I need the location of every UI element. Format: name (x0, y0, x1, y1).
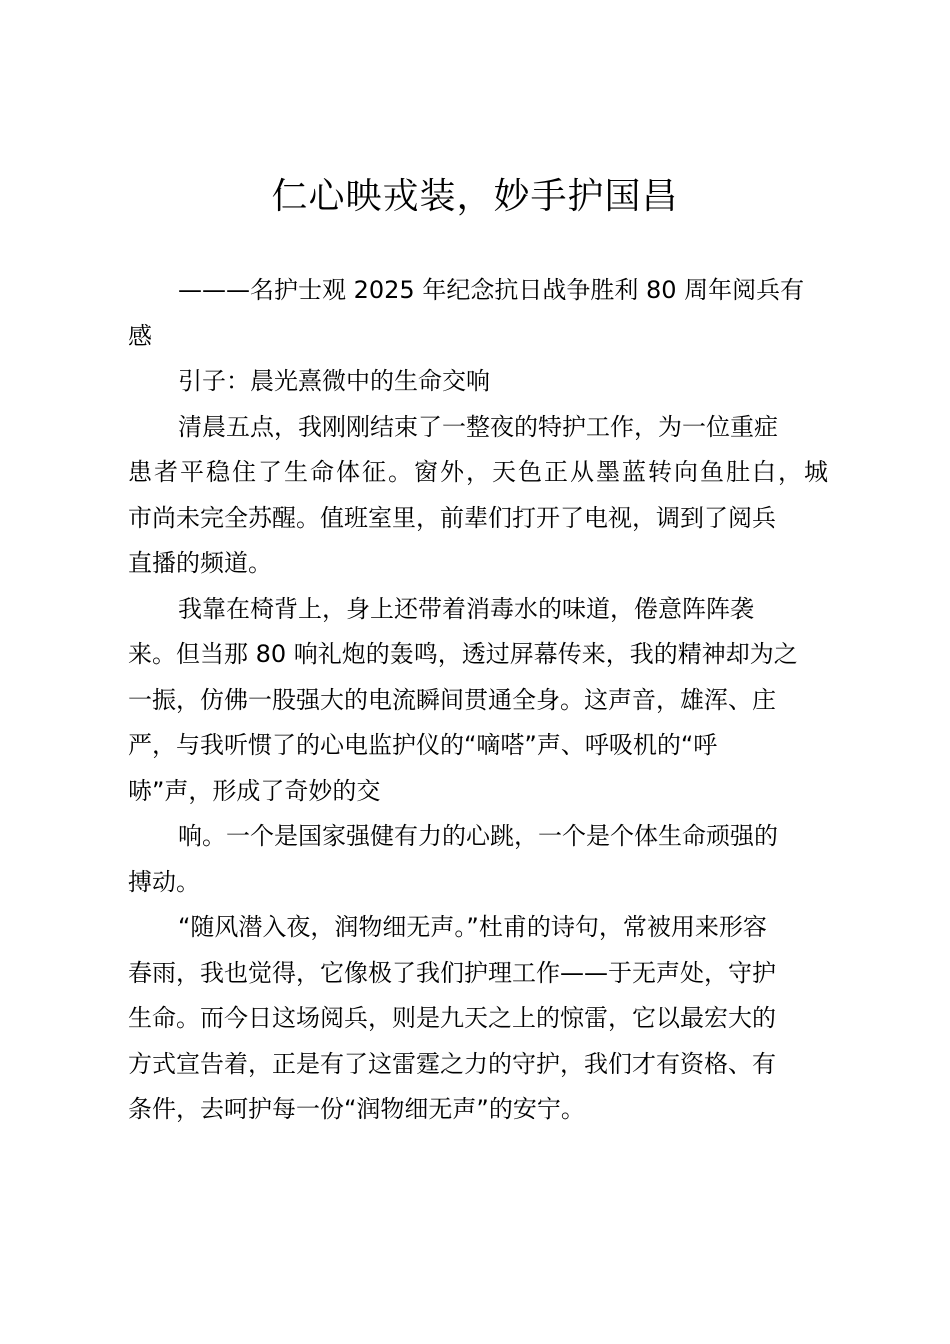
paragraph-line: 一振，仿佛一股强大的电流瞬间贯通全身。这声音，雄浑、庄 (128, 685, 776, 714)
subtitle-line: ———名护士观 2025 年纪念抗日战争胜利 80 周年阅兵有 (178, 276, 805, 304)
paragraph-line: 搏动。 (128, 867, 200, 896)
document-body (128, 268, 833, 1133)
paragraph-line: 清晨五点，我刚刚结束了一整夜的特护工作，为一位重症 (178, 412, 778, 441)
paragraph-line: 哧”声，形成了奇妙的交 (128, 776, 381, 805)
paragraph-line: 我靠在椅背上，身上还带着消毒水的味道，倦意阵阵袭 (178, 594, 754, 623)
paragraph-line: 来。但当那 80 响礼炮的轰鸣，透过屏幕传来，我的精神却为之 (128, 640, 798, 668)
document-title: 仁心映戎装，妙手护国昌 (271, 176, 679, 217)
paragraph-line: 严，与我听惯了的心电监护仪的“嘀嗒”声、呼吸机的“呼 (128, 731, 718, 759)
paragraph-line: 市尚未完全苏醒。值班室里，前辈们打开了电视，调到了阅兵 (128, 503, 776, 532)
paragraph-line: 患者平稳住了生命体征。窗外，天色正从墨蓝转向鱼肚白，城 (128, 458, 830, 486)
paragraph-line: 直播的频道。 (128, 549, 272, 577)
intro-heading: 引子：晨光熹微中的生命交响 (178, 367, 490, 395)
paragraph-line: 春雨，我也觉得，它像极了我们护理工作——于无声处，守护 (128, 958, 776, 987)
paragraph-line: 响。一个是国家强健有力的心跳，一个是个体生命顽强的 (178, 822, 778, 850)
paragraph-line: 方式宣告着，正是有了这雷霆之力的守护，我们才有资格、有 (128, 1049, 776, 1078)
paragraph-line: 条件，去呵护每一份“润物细无声”的安宁。 (128, 1095, 585, 1123)
paragraph-line: 生命。而今日这场阅兵，则是九天之上的惊雷，它以最宏大的 (128, 1004, 776, 1032)
paragraph-line: “随风潜入夜，润物细无声。”杜甫的诗句，常被用来形容 (178, 913, 767, 941)
subtitle-line: 感 (128, 321, 152, 350)
